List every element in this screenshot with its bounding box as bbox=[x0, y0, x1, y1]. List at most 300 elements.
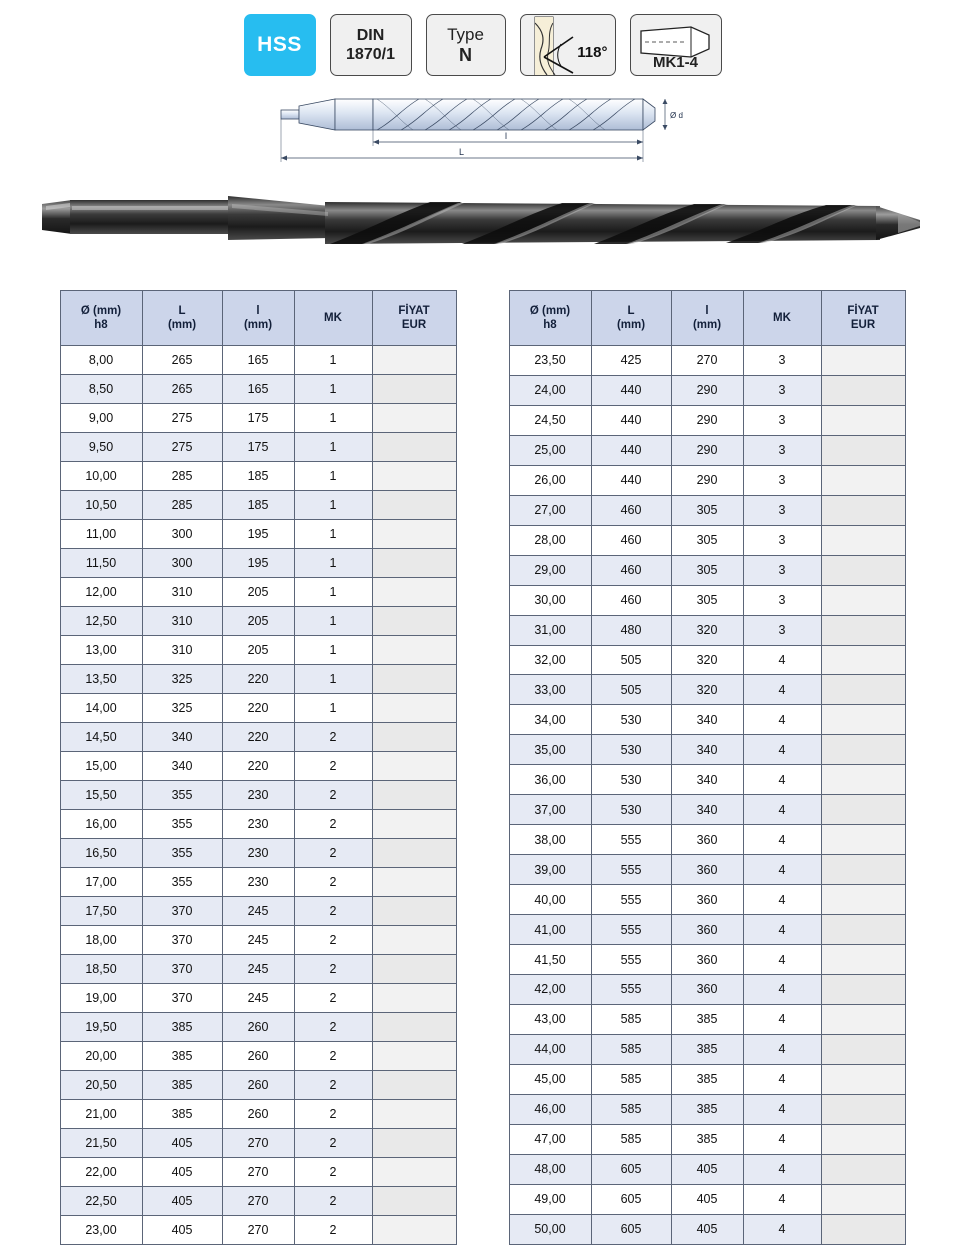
table-row bbox=[509, 945, 905, 975]
cell-price[interactable] bbox=[821, 555, 905, 585]
cell-mk: 3 bbox=[743, 375, 821, 405]
cell-diameter: 23,50 bbox=[509, 346, 591, 376]
cell-length-L: 505 bbox=[591, 675, 671, 705]
cell-length-L: 555 bbox=[591, 915, 671, 945]
cell-mk: 1 bbox=[294, 665, 372, 694]
cell-length-L: 405 bbox=[142, 1216, 222, 1245]
cell-diameter: 19,50 bbox=[60, 1013, 142, 1042]
cell-length-l: 290 bbox=[671, 435, 743, 465]
cell-diameter: 11,00 bbox=[60, 520, 142, 549]
cell-mk: 1 bbox=[294, 433, 372, 462]
cell-length-L: 555 bbox=[591, 825, 671, 855]
cell-price[interactable] bbox=[821, 855, 905, 885]
cell-mk: 1 bbox=[294, 636, 372, 665]
header-diameter: Ø (mm) h8 bbox=[60, 291, 142, 346]
cell-length-l: 340 bbox=[671, 735, 743, 765]
table-row bbox=[509, 346, 905, 376]
cell-price[interactable] bbox=[372, 1100, 456, 1129]
cell-length-L: 265 bbox=[142, 346, 222, 375]
cell-length-L: 385 bbox=[142, 1042, 222, 1071]
cell-diameter: 50,00 bbox=[509, 1214, 591, 1244]
cell-length-L: 370 bbox=[142, 955, 222, 984]
cell-length-L: 355 bbox=[142, 781, 222, 810]
cell-mk: 3 bbox=[743, 555, 821, 585]
table-row bbox=[509, 585, 905, 615]
table-row bbox=[60, 1013, 456, 1042]
cell-length-L: 405 bbox=[142, 1187, 222, 1216]
cell-length-L: 370 bbox=[142, 926, 222, 955]
cell-mk: 1 bbox=[294, 520, 372, 549]
cell-length-L: 530 bbox=[591, 765, 671, 795]
cell-mk: 1 bbox=[294, 549, 372, 578]
spec-table-right bbox=[509, 290, 906, 1245]
cell-price[interactable] bbox=[821, 975, 905, 1005]
table-row bbox=[60, 346, 456, 375]
header-mk: MK bbox=[743, 291, 821, 346]
cell-price[interactable] bbox=[372, 1187, 456, 1216]
cell-price[interactable] bbox=[821, 435, 905, 465]
cell-diameter: 24,50 bbox=[509, 405, 591, 435]
cell-price[interactable] bbox=[821, 1064, 905, 1094]
cell-mk: 1 bbox=[294, 607, 372, 636]
badge-din-line1: DIN bbox=[356, 27, 385, 44]
cell-price[interactable] bbox=[821, 945, 905, 975]
cell-price[interactable] bbox=[821, 1214, 905, 1244]
cell-length-L: 370 bbox=[142, 984, 222, 1013]
cell-price[interactable] bbox=[372, 868, 456, 897]
table-row bbox=[509, 915, 905, 945]
cell-length-L: 325 bbox=[142, 665, 222, 694]
cell-diameter: 44,00 bbox=[509, 1034, 591, 1064]
cell-diameter: 20,00 bbox=[60, 1042, 142, 1071]
cell-length-l: 270 bbox=[222, 1129, 294, 1158]
drill-schematic bbox=[273, 84, 693, 174]
cell-diameter: 46,00 bbox=[509, 1094, 591, 1124]
cell-length-L: 405 bbox=[142, 1129, 222, 1158]
cell-price[interactable] bbox=[821, 735, 905, 765]
cell-diameter: 10,50 bbox=[60, 491, 142, 520]
cell-mk: 4 bbox=[743, 945, 821, 975]
cell-diameter: 13,00 bbox=[60, 636, 142, 665]
cell-length-l: 260 bbox=[222, 1071, 294, 1100]
cell-price[interactable] bbox=[821, 915, 905, 945]
cell-length-l: 205 bbox=[222, 578, 294, 607]
cell-length-l: 385 bbox=[671, 1034, 743, 1064]
cell-diameter: 8,50 bbox=[60, 375, 142, 404]
cell-mk: 2 bbox=[294, 781, 372, 810]
cell-diameter: 21,00 bbox=[60, 1100, 142, 1129]
cell-length-L: 460 bbox=[591, 495, 671, 525]
cell-diameter: 9,00 bbox=[60, 404, 142, 433]
cell-length-l: 245 bbox=[222, 955, 294, 984]
cell-price[interactable] bbox=[372, 839, 456, 868]
cell-diameter: 15,00 bbox=[60, 752, 142, 781]
cell-price[interactable] bbox=[821, 585, 905, 615]
cell-length-l: 185 bbox=[222, 462, 294, 491]
badge-row bbox=[0, 0, 965, 76]
cell-price[interactable] bbox=[821, 405, 905, 435]
cell-diameter: 38,00 bbox=[509, 825, 591, 855]
cell-mk: 1 bbox=[294, 578, 372, 607]
cell-price[interactable] bbox=[821, 525, 905, 555]
cell-price[interactable] bbox=[372, 723, 456, 752]
cell-mk: 2 bbox=[294, 1071, 372, 1100]
cell-diameter: 34,00 bbox=[509, 705, 591, 735]
cell-price[interactable] bbox=[821, 705, 905, 735]
cell-diameter: 18,50 bbox=[60, 955, 142, 984]
header-length-L: L (mm) bbox=[142, 291, 222, 346]
cell-price[interactable] bbox=[372, 607, 456, 636]
cell-price[interactable] bbox=[821, 645, 905, 675]
cell-mk: 4 bbox=[743, 705, 821, 735]
table-row bbox=[60, 752, 456, 781]
table-row bbox=[60, 636, 456, 665]
cell-length-L: 385 bbox=[142, 1013, 222, 1042]
cell-mk: 4 bbox=[743, 1124, 821, 1154]
cell-mk: 4 bbox=[743, 1184, 821, 1214]
cell-length-L: 300 bbox=[142, 549, 222, 578]
cell-price[interactable] bbox=[821, 675, 905, 705]
cell-mk: 3 bbox=[743, 465, 821, 495]
badge-din bbox=[330, 14, 412, 76]
cell-mk: 4 bbox=[743, 1004, 821, 1034]
cell-length-l: 195 bbox=[222, 549, 294, 578]
cell-length-l: 260 bbox=[222, 1100, 294, 1129]
cell-price[interactable] bbox=[821, 346, 905, 376]
cell-price[interactable] bbox=[372, 1216, 456, 1245]
cell-price[interactable] bbox=[821, 765, 905, 795]
cell-length-l: 360 bbox=[671, 915, 743, 945]
cell-mk: 4 bbox=[743, 1214, 821, 1244]
table-row bbox=[60, 1100, 456, 1129]
table-row bbox=[60, 462, 456, 491]
cell-mk: 4 bbox=[743, 765, 821, 795]
cell-length-l: 165 bbox=[222, 375, 294, 404]
cell-length-L: 585 bbox=[591, 1004, 671, 1034]
cell-length-L: 355 bbox=[142, 810, 222, 839]
cell-price[interactable] bbox=[821, 825, 905, 855]
cell-diameter: 14,50 bbox=[60, 723, 142, 752]
cell-price[interactable] bbox=[821, 375, 905, 405]
table-row bbox=[509, 1184, 905, 1214]
cell-length-l: 195 bbox=[222, 520, 294, 549]
cell-length-l: 175 bbox=[222, 433, 294, 462]
cell-mk: 3 bbox=[743, 346, 821, 376]
cell-length-l: 305 bbox=[671, 495, 743, 525]
cell-length-L: 325 bbox=[142, 694, 222, 723]
cell-price[interactable] bbox=[372, 1013, 456, 1042]
table-row bbox=[509, 735, 905, 765]
cell-diameter: 18,00 bbox=[60, 926, 142, 955]
table-row bbox=[509, 435, 905, 465]
cell-length-L: 385 bbox=[142, 1100, 222, 1129]
cell-price[interactable] bbox=[372, 1158, 456, 1187]
cell-length-L: 440 bbox=[591, 435, 671, 465]
cell-diameter: 31,00 bbox=[509, 615, 591, 645]
cell-diameter: 37,00 bbox=[509, 795, 591, 825]
cell-mk: 2 bbox=[294, 868, 372, 897]
table-row bbox=[60, 810, 456, 839]
cell-price[interactable] bbox=[372, 1071, 456, 1100]
cell-length-l: 290 bbox=[671, 405, 743, 435]
table-row bbox=[60, 578, 456, 607]
cell-length-L: 555 bbox=[591, 975, 671, 1005]
cell-mk: 3 bbox=[743, 585, 821, 615]
cell-mk: 1 bbox=[294, 375, 372, 404]
badge-taper-shank bbox=[630, 14, 722, 76]
cell-price[interactable] bbox=[821, 1154, 905, 1184]
cell-mk: 1 bbox=[294, 694, 372, 723]
cell-length-l: 245 bbox=[222, 897, 294, 926]
cell-diameter: 35,00 bbox=[509, 735, 591, 765]
table-row bbox=[60, 520, 456, 549]
cell-diameter: 32,00 bbox=[509, 645, 591, 675]
cell-length-l: 360 bbox=[671, 885, 743, 915]
cell-price[interactable] bbox=[372, 375, 456, 404]
cell-length-l: 360 bbox=[671, 945, 743, 975]
table-row bbox=[60, 723, 456, 752]
cell-length-l: 245 bbox=[222, 926, 294, 955]
table-row bbox=[509, 1124, 905, 1154]
cell-price[interactable] bbox=[372, 926, 456, 955]
cell-length-L: 265 bbox=[142, 375, 222, 404]
cell-length-L: 555 bbox=[591, 855, 671, 885]
cell-length-L: 460 bbox=[591, 585, 671, 615]
cell-diameter: 12,00 bbox=[60, 578, 142, 607]
cell-length-l: 270 bbox=[671, 346, 743, 376]
cell-mk: 4 bbox=[743, 1064, 821, 1094]
table-row bbox=[509, 885, 905, 915]
cell-price[interactable] bbox=[372, 462, 456, 491]
cell-diameter: 45,00 bbox=[509, 1064, 591, 1094]
cell-mk: 1 bbox=[294, 491, 372, 520]
cell-diameter: 16,00 bbox=[60, 810, 142, 839]
table-row bbox=[509, 465, 905, 495]
cell-length-L: 530 bbox=[591, 735, 671, 765]
spec-table-left bbox=[60, 290, 457, 1245]
cell-mk: 2 bbox=[294, 1129, 372, 1158]
cell-length-l: 205 bbox=[222, 636, 294, 665]
cell-length-L: 310 bbox=[142, 636, 222, 665]
cell-diameter: 36,00 bbox=[509, 765, 591, 795]
cell-diameter: 41,50 bbox=[509, 945, 591, 975]
cell-length-L: 405 bbox=[142, 1158, 222, 1187]
cell-price[interactable] bbox=[372, 578, 456, 607]
cell-length-L: 275 bbox=[142, 404, 222, 433]
table-row bbox=[509, 975, 905, 1005]
cell-length-l: 385 bbox=[671, 1124, 743, 1154]
cell-length-l: 220 bbox=[222, 723, 294, 752]
cell-length-L: 530 bbox=[591, 705, 671, 735]
cell-length-l: 405 bbox=[671, 1154, 743, 1184]
cell-price[interactable] bbox=[372, 1129, 456, 1158]
cell-price[interactable] bbox=[372, 636, 456, 665]
table-row bbox=[509, 855, 905, 885]
cell-diameter: 20,50 bbox=[60, 1071, 142, 1100]
cell-diameter: 8,00 bbox=[60, 346, 142, 375]
cell-price[interactable] bbox=[372, 549, 456, 578]
cell-mk: 2 bbox=[294, 723, 372, 752]
technical-drawing bbox=[0, 84, 965, 174]
cell-length-L: 310 bbox=[142, 607, 222, 636]
cell-price[interactable] bbox=[372, 491, 456, 520]
cell-length-l: 205 bbox=[222, 607, 294, 636]
cell-price[interactable] bbox=[372, 694, 456, 723]
cell-length-l: 305 bbox=[671, 585, 743, 615]
cell-price[interactable] bbox=[372, 810, 456, 839]
cell-length-l: 290 bbox=[671, 375, 743, 405]
cell-length-L: 555 bbox=[591, 885, 671, 915]
cell-mk: 4 bbox=[743, 675, 821, 705]
drill-bit-image bbox=[0, 178, 965, 278]
table-row bbox=[509, 1064, 905, 1094]
cell-length-L: 440 bbox=[591, 465, 671, 495]
cell-length-L: 340 bbox=[142, 752, 222, 781]
cell-length-l: 385 bbox=[671, 1064, 743, 1094]
cell-mk: 2 bbox=[294, 1042, 372, 1071]
table-row bbox=[60, 897, 456, 926]
cell-price[interactable] bbox=[372, 897, 456, 926]
cell-price[interactable] bbox=[821, 1034, 905, 1064]
cell-length-L: 605 bbox=[591, 1184, 671, 1214]
cell-length-L: 460 bbox=[591, 525, 671, 555]
cell-price[interactable] bbox=[821, 1184, 905, 1214]
badge-hss bbox=[244, 14, 316, 76]
cell-price[interactable] bbox=[821, 1004, 905, 1034]
table-row bbox=[60, 1071, 456, 1100]
dim-l-label: l bbox=[504, 131, 507, 141]
cell-length-L: 460 bbox=[591, 555, 671, 585]
badge-mk-label: MK1-4 bbox=[652, 54, 698, 71]
cell-diameter: 33,00 bbox=[509, 675, 591, 705]
table-row bbox=[60, 781, 456, 810]
cell-price[interactable] bbox=[821, 495, 905, 525]
cell-length-l: 175 bbox=[222, 404, 294, 433]
table-row bbox=[60, 926, 456, 955]
badge-type bbox=[426, 14, 506, 76]
cell-diameter: 29,00 bbox=[509, 555, 591, 585]
table-row bbox=[509, 1214, 905, 1244]
cell-diameter: 10,00 bbox=[60, 462, 142, 491]
cell-diameter: 22,00 bbox=[60, 1158, 142, 1187]
cell-price[interactable] bbox=[821, 465, 905, 495]
cell-price[interactable] bbox=[821, 1124, 905, 1154]
cell-mk: 2 bbox=[294, 839, 372, 868]
cell-mk: 2 bbox=[294, 926, 372, 955]
cell-length-L: 300 bbox=[142, 520, 222, 549]
cell-length-l: 270 bbox=[222, 1216, 294, 1245]
cell-price[interactable] bbox=[372, 665, 456, 694]
cell-price[interactable] bbox=[372, 984, 456, 1013]
table-row bbox=[60, 694, 456, 723]
cell-mk: 2 bbox=[294, 897, 372, 926]
cell-mk: 2 bbox=[294, 1100, 372, 1129]
cell-length-L: 440 bbox=[591, 375, 671, 405]
cell-length-L: 440 bbox=[591, 405, 671, 435]
cell-mk: 2 bbox=[294, 810, 372, 839]
table-row bbox=[60, 1158, 456, 1187]
cell-length-l: 320 bbox=[671, 615, 743, 645]
cell-length-L: 505 bbox=[591, 645, 671, 675]
cell-length-l: 360 bbox=[671, 825, 743, 855]
table-row bbox=[60, 839, 456, 868]
table-row bbox=[60, 1042, 456, 1071]
cell-length-l: 230 bbox=[222, 810, 294, 839]
table-row bbox=[509, 405, 905, 435]
badge-hss-label: HSS bbox=[257, 33, 302, 56]
cell-diameter: 12,50 bbox=[60, 607, 142, 636]
cell-length-l: 220 bbox=[222, 665, 294, 694]
cell-length-L: 310 bbox=[142, 578, 222, 607]
cell-length-L: 585 bbox=[591, 1124, 671, 1154]
cell-mk: 4 bbox=[743, 855, 821, 885]
cell-length-L: 425 bbox=[591, 346, 671, 376]
cell-price[interactable] bbox=[372, 520, 456, 549]
spec-tables bbox=[0, 278, 965, 1245]
cell-price[interactable] bbox=[372, 1042, 456, 1071]
cell-price[interactable] bbox=[821, 885, 905, 915]
cell-price[interactable] bbox=[821, 795, 905, 825]
cell-length-l: 165 bbox=[222, 346, 294, 375]
cell-mk: 4 bbox=[743, 795, 821, 825]
cell-length-L: 340 bbox=[142, 723, 222, 752]
cell-price[interactable] bbox=[372, 752, 456, 781]
cell-length-l: 230 bbox=[222, 839, 294, 868]
cell-price[interactable] bbox=[372, 404, 456, 433]
cell-mk: 2 bbox=[294, 1216, 372, 1245]
cell-length-l: 340 bbox=[671, 765, 743, 795]
cell-diameter: 21,50 bbox=[60, 1129, 142, 1158]
badge-type-line2: N bbox=[459, 45, 472, 65]
cell-mk: 3 bbox=[743, 525, 821, 555]
cell-mk: 2 bbox=[294, 1187, 372, 1216]
cell-length-l: 185 bbox=[222, 491, 294, 520]
table-header-row bbox=[509, 291, 905, 346]
cell-price[interactable] bbox=[372, 781, 456, 810]
cell-mk: 4 bbox=[743, 975, 821, 1005]
cell-length-L: 285 bbox=[142, 491, 222, 520]
cell-length-l: 320 bbox=[671, 675, 743, 705]
cell-length-l: 260 bbox=[222, 1042, 294, 1071]
cell-price[interactable] bbox=[372, 346, 456, 375]
cell-length-l: 245 bbox=[222, 984, 294, 1013]
table-row bbox=[60, 491, 456, 520]
cell-length-L: 370 bbox=[142, 897, 222, 926]
badge-angle-label: 118° bbox=[577, 44, 608, 61]
cell-diameter: 26,00 bbox=[509, 465, 591, 495]
header-price: FİYAT EUR bbox=[372, 291, 456, 346]
header-diameter: Ø (mm) h8 bbox=[509, 291, 591, 346]
cell-mk: 4 bbox=[743, 1154, 821, 1184]
cell-diameter: 48,00 bbox=[509, 1154, 591, 1184]
cell-length-L: 585 bbox=[591, 1034, 671, 1064]
table-row bbox=[509, 1154, 905, 1184]
cell-length-l: 290 bbox=[671, 465, 743, 495]
cell-mk: 1 bbox=[294, 462, 372, 491]
cell-length-l: 320 bbox=[671, 645, 743, 675]
cell-length-L: 530 bbox=[591, 795, 671, 825]
cell-price[interactable] bbox=[372, 955, 456, 984]
cell-price[interactable] bbox=[821, 615, 905, 645]
table-row bbox=[509, 675, 905, 705]
table-header-row bbox=[60, 291, 456, 346]
cell-price[interactable] bbox=[821, 1094, 905, 1124]
cell-price[interactable] bbox=[372, 433, 456, 462]
cell-mk: 2 bbox=[294, 752, 372, 781]
cell-length-L: 275 bbox=[142, 433, 222, 462]
cell-diameter: 24,00 bbox=[509, 375, 591, 405]
table-row bbox=[509, 765, 905, 795]
